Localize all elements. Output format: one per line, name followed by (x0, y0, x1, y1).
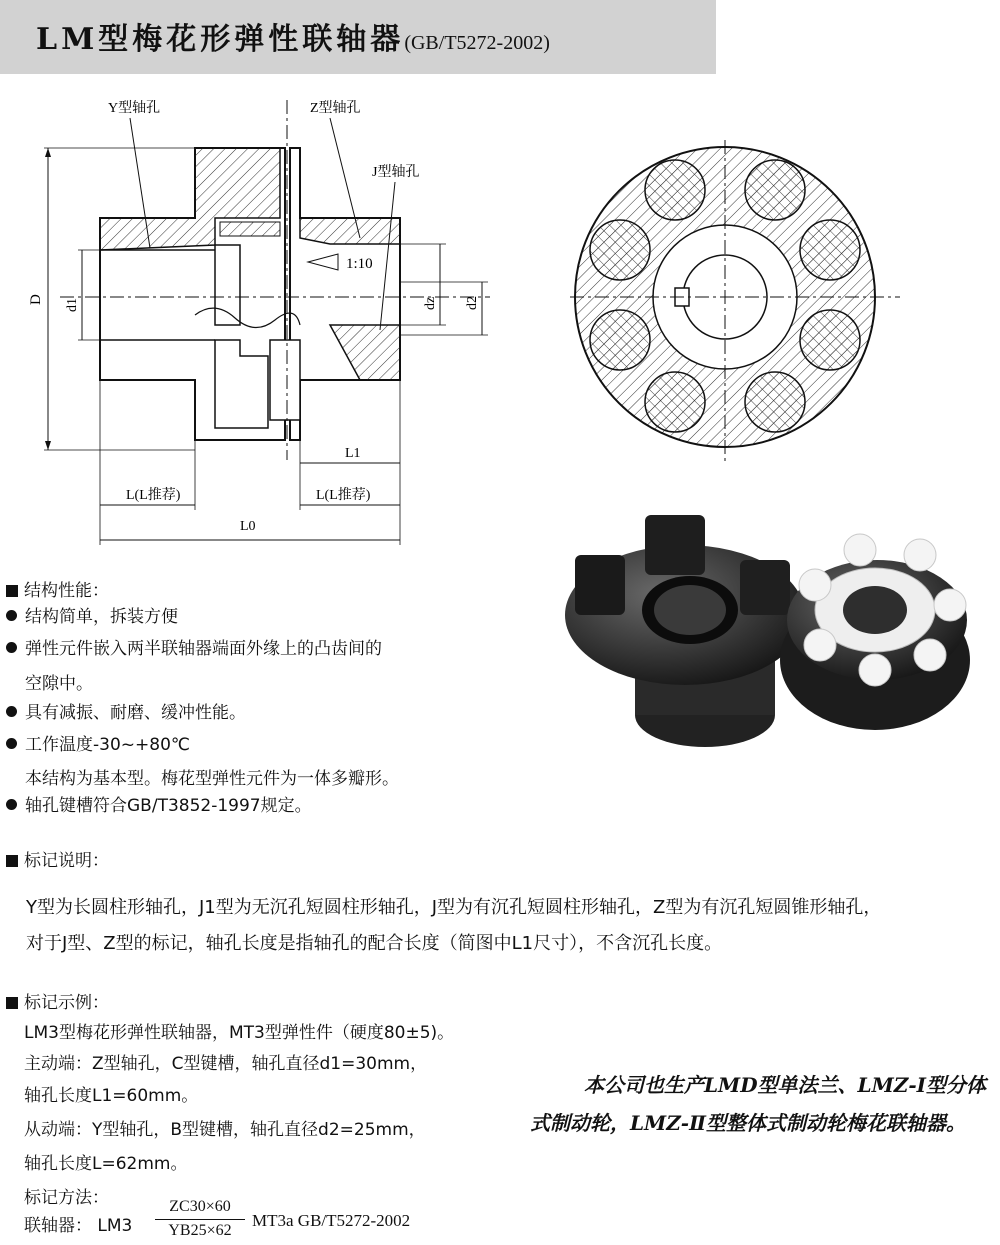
square-bullet-icon (6, 585, 18, 597)
fraction-bar (155, 1219, 245, 1220)
title-main: LM型梅花形弹性联轴器 (36, 22, 405, 57)
example-line: LM3型梅花形弹性联轴器，MT3型弹性件（硬度80±5)。 (24, 1023, 455, 1043)
label-L0: L0 (240, 519, 256, 534)
bullet-icon (6, 799, 17, 810)
bullet-icon (6, 642, 17, 653)
feature-item: 结构简单，拆装方便 (6, 605, 178, 629)
label-d1: d1 (65, 298, 80, 312)
square-bullet-icon (6, 855, 18, 867)
label-dz: dz (423, 296, 438, 310)
label-y-hole: Y型轴孔 (108, 101, 161, 116)
example-line: 轴孔长度L1=60mm。 (24, 1086, 199, 1106)
example-line: 标记方法： (24, 1188, 109, 1208)
company-note: 本公司也生产LMD型单法兰、LMZ-Ⅰ型分体式制动轮，LMZ-Ⅱ型整体式制动轮梅花联轴器。 (530, 1073, 987, 1135)
label-L-left: L(L推荐) (126, 488, 181, 503)
label-j-hole: J型轴孔 (372, 165, 420, 180)
feature-item: 轴孔键槽符合GB/T3852-1997规定。 (6, 794, 312, 818)
formula-prefix: 联轴器： LM3 (24, 1216, 133, 1236)
formula-suffix: MT3a GB/T5272-2002 (252, 1211, 411, 1230)
feature-item: 工作温度-30~+80℃ (6, 733, 190, 757)
label-taper: 1:10 (346, 256, 373, 272)
label-L1: L1 (345, 446, 361, 461)
end-view-drawing (570, 140, 910, 470)
example-line: 轴孔长度L=62mm。 (24, 1154, 188, 1174)
label-d2: d2 (465, 296, 480, 310)
example-heading: 标记示例： (6, 988, 109, 1013)
feature-item: 具有减振、耐磨、缓冲性能。 (6, 701, 246, 725)
label-D: D (28, 294, 44, 305)
notation-line-1: Y型为长圆柱形轴孔，J1型为无沉孔短圆柱形轴孔，J型为有沉孔短圆柱形轴孔，Z型为有沉孔短圆锥形轴孔， (26, 897, 882, 918)
bullet-icon (6, 738, 17, 749)
example-line: 主动端：Z型轴孔，C型键槽，轴孔直径d1=30mm， (24, 1054, 428, 1074)
example-line: 从动端：Y型轴孔，B型键槽，轴孔直径d2=25mm， (24, 1120, 426, 1140)
label-z-hole: Z型轴孔 (310, 101, 361, 116)
formula-numerator: ZC30×60 (169, 1198, 231, 1215)
square-bullet-icon (6, 997, 18, 1009)
features-heading: 结构性能： (6, 576, 109, 601)
title-standard: (GB/T5272-2002) (404, 32, 550, 54)
title-bar (0, 0, 716, 74)
bullet-icon (6, 610, 17, 621)
coupling-section-drawing (30, 86, 550, 556)
label-L-right: L(L推荐) (316, 488, 371, 503)
product-photo (555, 510, 985, 770)
notation-heading: 标记说明： (6, 846, 109, 871)
bullet-icon (6, 706, 17, 717)
feature-item-continuation: 空隙中。 (25, 674, 93, 694)
feature-item: 弹性元件嵌入两半联轴器端面外缘上的凸齿间的 (6, 637, 382, 661)
feature-item-continuation: 本结构为基本型。梅花型弹性元件为一体多瓣形。 (25, 769, 399, 789)
notation-line-2: 对于J型、Z型的标记，轴孔长度是指轴孔的配合长度（简图中L1尺寸），不含沉孔长度。 (26, 933, 723, 954)
formula-denominator: YB25×62 (168, 1222, 232, 1239)
page-title (36, 14, 550, 58)
